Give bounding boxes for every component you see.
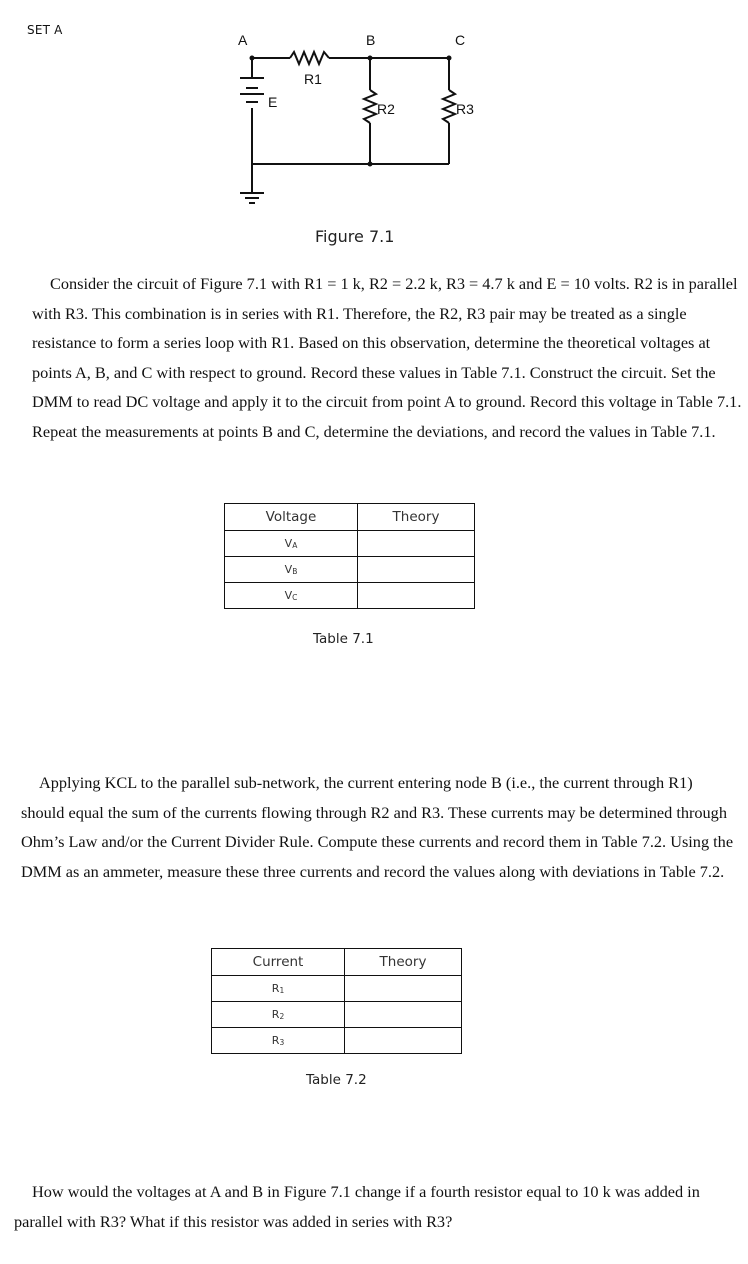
r3-label: R3	[456, 101, 474, 117]
figure-caption: Figure 7.1	[315, 227, 395, 246]
paragraph-1-text: Consider the circuit of Figure 7.1 with R1 = 1 k, R2 = 2.2 k, R3 = 4.7 k and E = 10 volts. R2 is in parallel with R3. This combination is in series with R1. Therefore, the R2, R3 pair may be treated as a single resistance to form a series loop with R1. Based on this observation, determine the theoretical voltages at points A, B, and C with respect to ground. Record these values in Table 7.1. Construct the circuit. Set the DMM to read DC voltage and apply it to the circuit from point A to ground. Record this voltage in Table 7.1. Repeat the measurements at points B and C, determine the deviations, and record the values in Table 7.1.	[32, 274, 742, 441]
table2-cell-label: R2	[212, 1002, 345, 1028]
table2-cell-theory[interactable]	[345, 1028, 462, 1054]
paragraph-3	[14, 1177, 740, 1236]
table1-cell-theory[interactable]	[358, 557, 475, 583]
table-row	[225, 531, 475, 557]
resistor-r1	[290, 52, 329, 64]
table1-cell-label: VC	[225, 583, 358, 609]
table2-cell-theory[interactable]	[345, 976, 462, 1002]
table2-caption: Table 7.2	[306, 1072, 367, 1088]
table-row	[212, 1002, 462, 1028]
table-row	[212, 1028, 462, 1054]
node-dot-a	[250, 56, 255, 61]
resistor-r3	[443, 90, 455, 123]
circuit-diagram	[200, 28, 500, 213]
table2-cell-theory[interactable]	[345, 1002, 462, 1028]
node-label-c: C	[455, 32, 466, 48]
node-label-b: B	[366, 32, 376, 48]
table-row	[225, 557, 475, 583]
node-dot-c	[447, 56, 452, 61]
table2-header-theory: Theory	[345, 949, 462, 976]
table-7-1	[224, 503, 475, 609]
r1-label: R1	[304, 71, 322, 87]
paragraph-3-text: How would the voltages at A and B in Figure 7.1 change if a fourth resistor equal to 10 k was added in parallel with R3? What if this resistor was added in series with R3?	[14, 1182, 700, 1231]
paragraph-2-text: Applying KCL to the parallel sub-network, the current entering node B (i.e., the current through R1) should equal the sum of the currents flowing through R2 and R3. These currents may be determined through Ohm’s Law and/or the Current Divider Rule. Compute these currents and record them in Table 7.2. Using the DMM as an ammeter, measure these three currents and record the values along with deviations in Table 7.2.	[21, 773, 734, 881]
source-label: E	[268, 94, 278, 110]
table1-cell-theory[interactable]	[358, 583, 475, 609]
table1-header-theory: Theory	[358, 504, 475, 531]
table-row	[225, 583, 475, 609]
table1-header-voltage: Voltage	[225, 504, 358, 531]
table-7-2	[211, 948, 462, 1054]
table2-cell-label: R1	[212, 976, 345, 1002]
set-label: SET A	[27, 23, 63, 37]
node-dot-bottom	[368, 162, 373, 167]
resistor-r2	[364, 90, 376, 123]
table2-cell-label: R3	[212, 1028, 345, 1054]
table1-cell-label: VB	[225, 557, 358, 583]
table1-cell-label: VA	[225, 531, 358, 557]
paragraph-1	[32, 269, 744, 447]
table2-header-current: Current	[212, 949, 345, 976]
table1-cell-theory[interactable]	[358, 531, 475, 557]
node-dot-b	[368, 56, 373, 61]
paragraph-2	[21, 768, 737, 886]
node-label-a: A	[238, 32, 248, 48]
r2-label: R2	[377, 101, 395, 117]
table1-caption: Table 7.1	[313, 631, 374, 647]
table-row	[212, 976, 462, 1002]
